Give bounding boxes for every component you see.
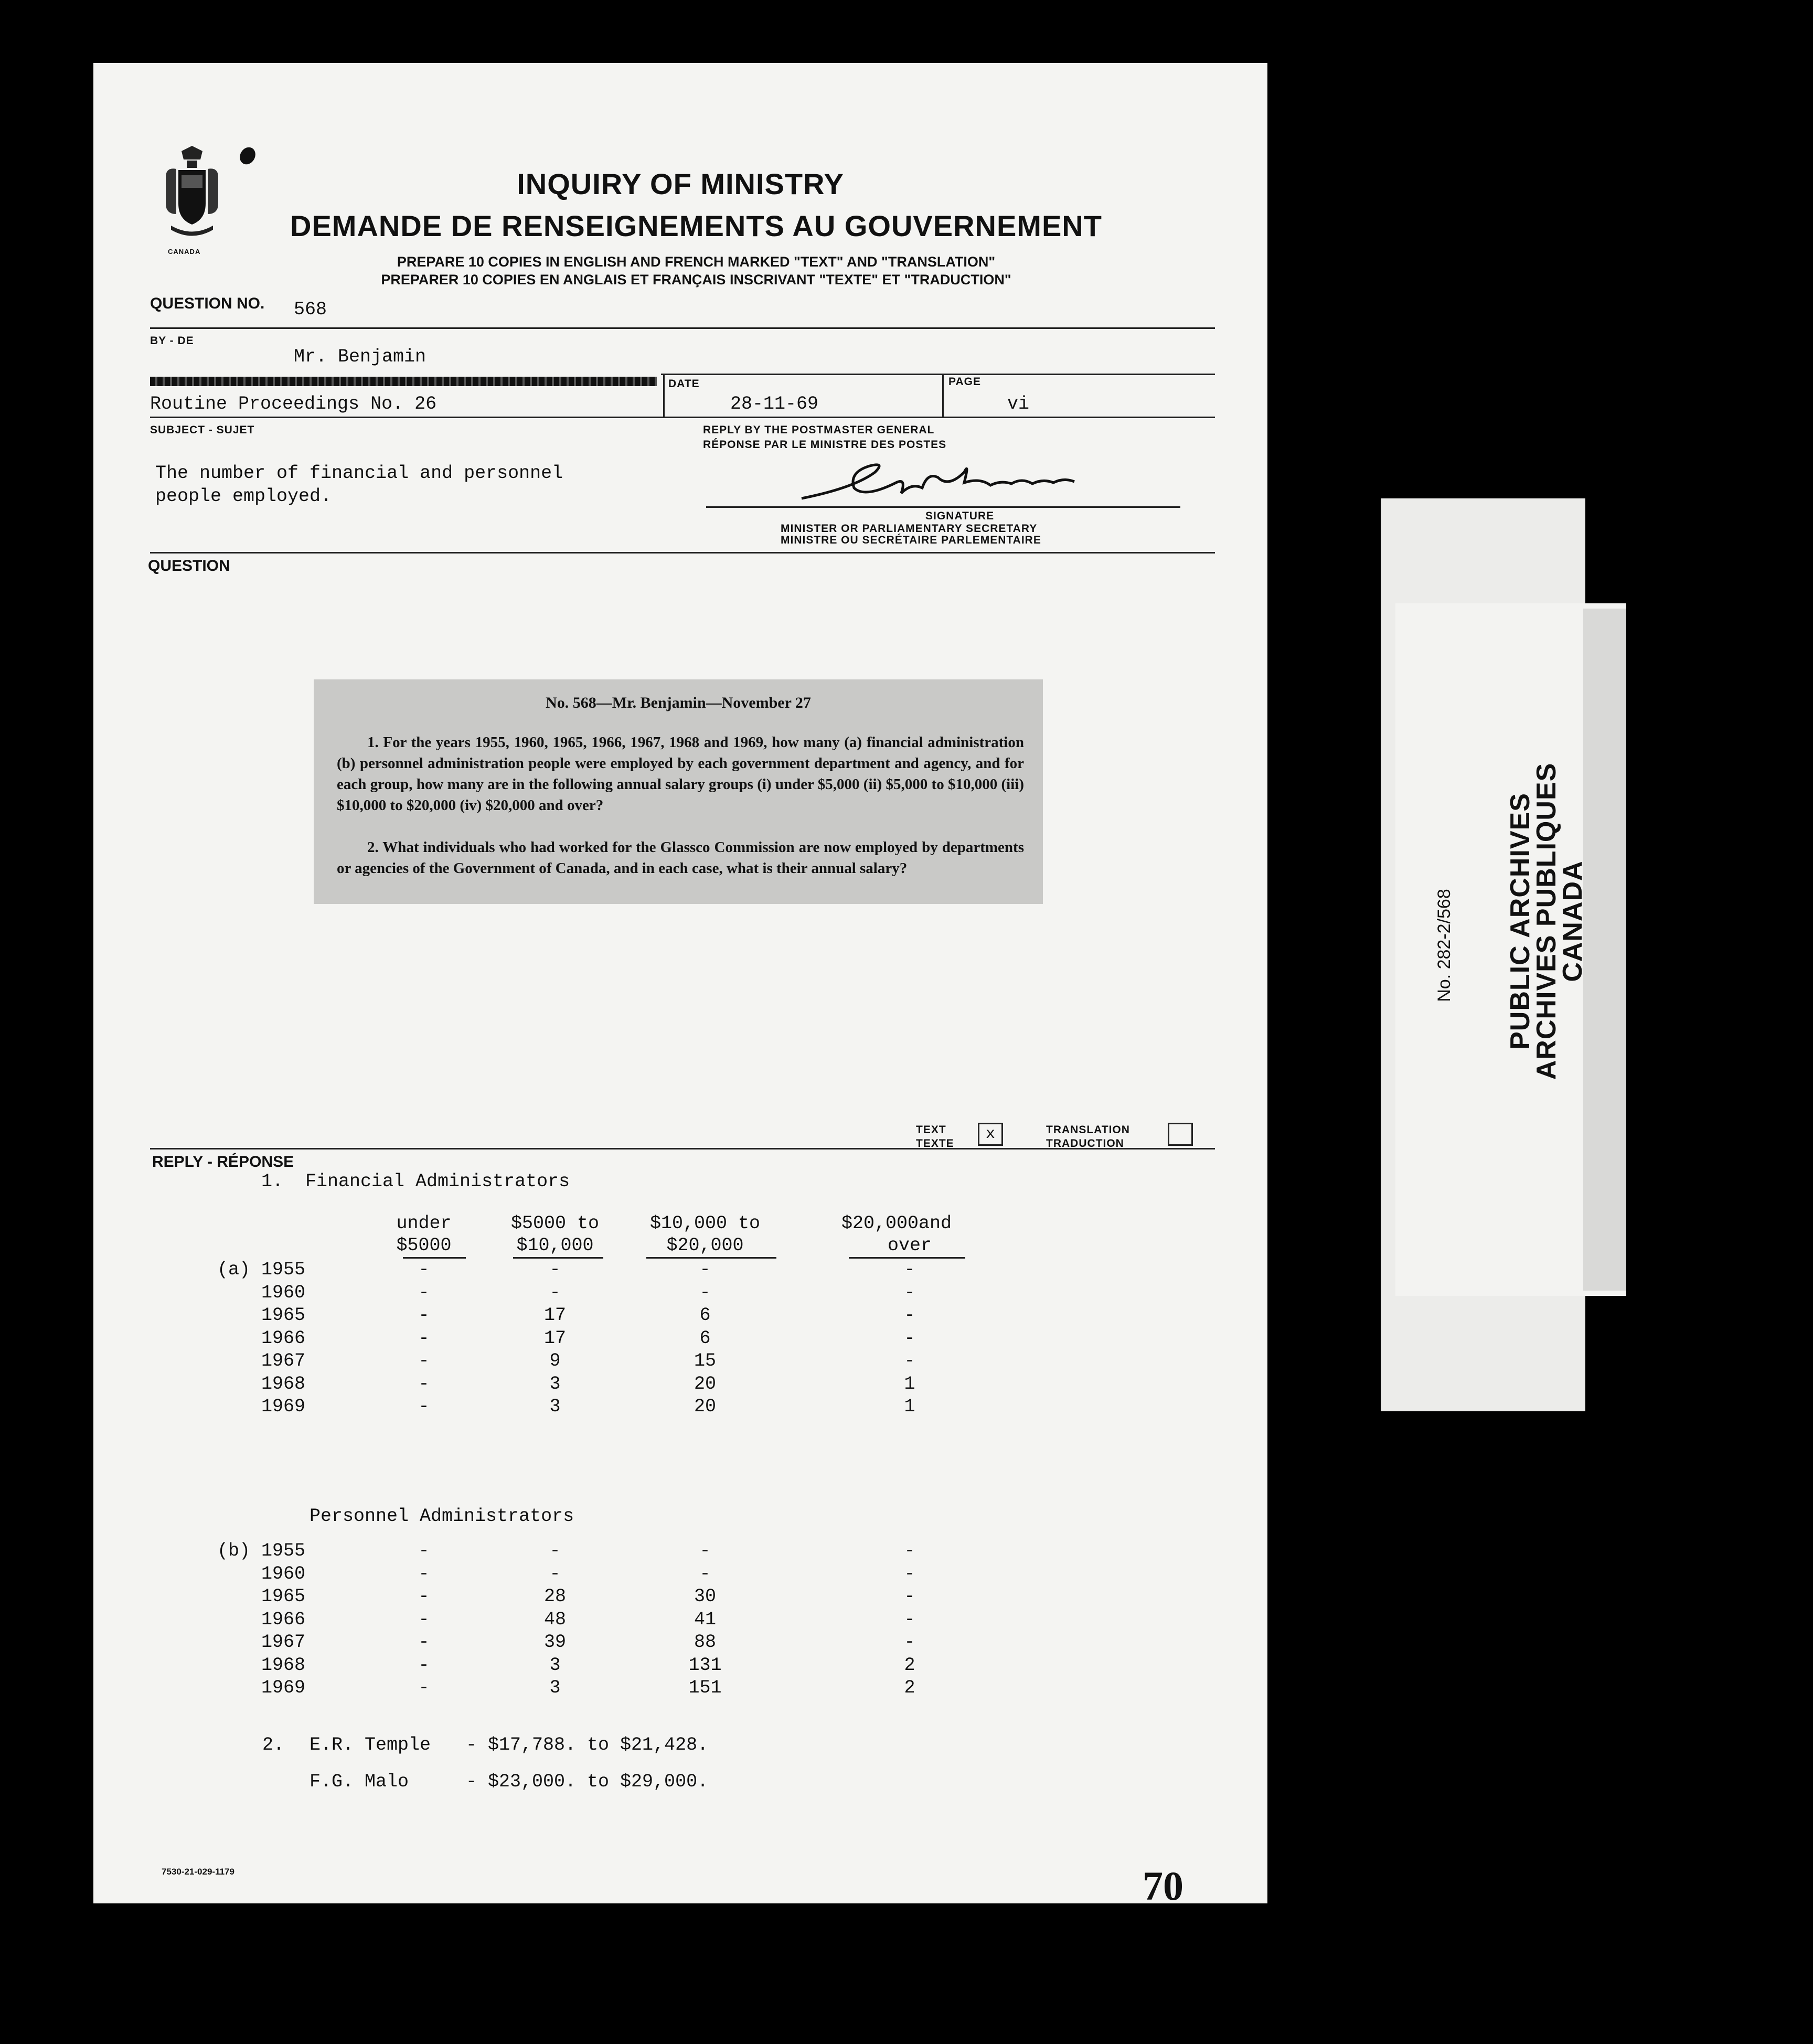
signature-title-en: MINISTER OR PARLIAMENTARY SECRETARY [781,523,1038,535]
text-label-en: TEXT [916,1124,946,1136]
table-cell: - [418,1654,430,1676]
date-label: DATE [668,378,700,390]
table-cell: - [904,1586,915,1607]
table-cell: - [418,1540,430,1561]
divider [150,417,1215,418]
table-row-label: 1969 [261,1396,306,1417]
table-row-label: 1969 [261,1677,306,1698]
table-cell: - [418,1350,430,1371]
date-value: 28-11-69 [730,393,819,414]
table-cell: 28 [543,1586,566,1607]
table-cell: - [699,1540,711,1561]
col-header-bottom: $20,000 [666,1235,744,1256]
divider [150,327,1215,329]
ink-blot [237,144,258,167]
table-cell: - [904,1563,915,1584]
archive-reference: No. 282-2/568 [1434,889,1454,1002]
answer-2-name-1: E.R. Temple [310,1734,431,1755]
table-cell: 15 [694,1350,716,1371]
question-no-label: QUESTION NO. [150,295,265,312]
table-cell: 88 [694,1632,716,1653]
table-cell: - [699,1563,711,1584]
table-cell: - [418,1586,430,1607]
table-row-label: 1968 [261,1373,306,1394]
table-cell: - [418,1327,430,1349]
table-cell: - [418,1282,430,1303]
subject-line-2: people employed. [155,486,332,507]
col-header-top: $10,000 to [649,1213,761,1234]
table-cell: 20 [694,1373,716,1394]
clipping-title: No. 568—Mr. Benjamin—November 27 [546,694,811,711]
table-cell: - [904,1540,915,1561]
table-cell: - [549,1259,561,1280]
col-header-top: $5000 to [510,1213,600,1234]
inquiry-form-sheet [93,63,1267,1909]
table-cell: 131 [688,1654,722,1676]
col-header-bottom: $5000 [396,1235,452,1256]
archive-tag-strip [1583,609,1626,1291]
prepare-instructions-fr: PREPARER 10 COPIES EN ANGLAIS ET FRANÇAIS INSCRIVANT "TEXTE" ET "TRADUCTION" [381,272,1011,288]
table-cell: - [904,1282,915,1303]
signature-title-fr: MINISTRE OU SECRÉTAIRE PARLEMENTAIRE [781,534,1041,546]
table-cell: 2 [904,1654,915,1676]
signature-line [706,506,1180,508]
header-underline [849,1257,965,1259]
form-code: 7530-21-029-1179 [162,1867,234,1877]
answer-2-number: 2. [262,1734,285,1755]
table-cell: 30 [694,1586,716,1607]
table-cell: 3 [549,1396,561,1417]
table-cell: - [418,1373,430,1394]
table-cell: 3 [549,1677,561,1698]
table-row-label: 1965 [261,1305,306,1326]
archive-line-2: ARCHIVES PUBLIQUES [1531,762,1562,1080]
table-cell: - [418,1609,430,1630]
text-label-fr: TEXTE [916,1137,954,1149]
table-cell: - [904,1259,915,1280]
translation-label-fr: TRADUCTION [1046,1137,1124,1149]
table-cell: 9 [549,1350,561,1371]
question-label: QUESTION [148,557,230,574]
table-row-label: 1966 [261,1327,306,1349]
page-number: 70 [1143,1863,1183,1909]
question-clipping [314,679,1043,904]
section-2-heading: Personnel Administrators [310,1506,574,1527]
archive-line-1: PUBLIC ARCHIVES [1505,793,1535,1050]
table-row-label: 1967 [261,1632,306,1653]
reply-label: REPLY - RÉPONSE [152,1153,294,1170]
answer-2-salary-1: - $17,788. to $21,428. [466,1734,709,1755]
table-cell: - [418,1396,430,1417]
page-value: vi [1007,393,1030,414]
col-header-top: $20,000and [841,1213,952,1234]
section-1-heading: 1. Financial Administrators [261,1171,570,1192]
table-cell: 3 [549,1654,561,1676]
clipping-paragraph-2: 2. What individuals who had worked for the Glassco Commission are now employed by departments or agencies of the Government of Canada, and in each case, what is their annual salary? [337,839,1024,877]
title-french: DEMANDE DE RENSEIGNEMENTS AU GOUVERNEMENT [290,209,1102,242]
by-value: Mr. Benjamin [294,346,426,367]
header-underline [513,1257,603,1259]
divider [150,552,1215,553]
header-underline [403,1257,466,1259]
table-row-label: (a) 1955 [217,1259,306,1280]
table-cell: 1 [904,1396,915,1417]
reply-by-line-1: REPLY BY THE POSTMASTER GENERAL [703,424,935,436]
table-row-label: 1967 [261,1350,306,1371]
signature-label: SIGNATURE [925,510,995,522]
table-cell: 6 [699,1305,711,1326]
crest-label: CANADA [168,248,201,256]
table-row-label: 1960 [261,1563,306,1584]
table-cell: - [904,1305,915,1326]
clipping-paragraph-1: 1. For the years 1955, 1960, 1965, 1966, 1967, 1968 and 1969, how many (a) financial administration (b) personnel administration people were employed by each government department and agency, and for each group, how many are in the following annual salary groups (i) under $5,000 (ii) $5,000 to $10,000 (iii) $10,000 to $20,000 (iv) $20,000 and over? [337,734,1024,814]
subject-line-1: The number of financial and personnel [155,463,563,484]
table-cell: - [549,1563,561,1584]
text-checkbox[interactable]: x [978,1123,1003,1146]
table-cell: - [549,1282,561,1303]
table-cell: 17 [543,1305,566,1326]
question-no-value: 568 [294,299,327,320]
table-cell: 3 [549,1373,561,1394]
table-cell: 48 [543,1609,566,1630]
table-cell: - [904,1632,915,1653]
divider [663,374,665,417]
by-label: BY - DE [150,335,194,347]
proceedings-value: Routine Proceedings No. 26 [150,393,437,414]
col-header-top: under [396,1213,452,1234]
table-cell: 20 [694,1396,716,1417]
translation-checkbox[interactable] [1168,1123,1193,1146]
header-underline [646,1257,776,1259]
table-row-label: 1965 [261,1586,306,1607]
title-english: INQUIRY OF MINISTRY [517,167,844,200]
table-cell: 2 [904,1677,915,1698]
table-cell: 39 [543,1632,566,1653]
table-cell: - [699,1282,711,1303]
table-cell: 1 [904,1373,915,1394]
table-cell: - [418,1305,430,1326]
col-header-bottom: $10,000 [516,1235,594,1256]
table-cell: 151 [688,1677,722,1698]
table-cell: - [418,1259,430,1280]
handwritten-signature [791,451,1137,509]
table-cell: - [904,1327,915,1349]
answer-2-salary-2: - $23,000. to $29,000. [466,1771,709,1792]
struck-out-field [150,377,657,386]
answer-2-name-2: F.G. Malo [310,1771,409,1792]
subject-label: SUBJECT - SUJET [150,424,255,436]
table-cell: - [904,1350,915,1371]
page-label: PAGE [948,376,981,388]
table-cell: - [549,1540,561,1561]
table-cell: - [418,1563,430,1584]
table-cell: 41 [694,1609,716,1630]
table-cell: - [904,1609,915,1630]
table-cell: 6 [699,1327,711,1349]
table-cell: - [418,1632,430,1653]
table-cell: - [699,1259,711,1280]
reply-by-line-2: RÉPONSE PAR LE MINISTRE DES POSTES [703,439,947,451]
prepare-instructions-en: PREPARE 10 COPIES IN ENGLISH AND FRENCH MARKED "TEXT" AND "TRANSLATION" [397,254,996,270]
divider [942,374,944,417]
table-cell: - [418,1677,430,1698]
archive-line-3: CANADA [1558,860,1588,982]
col-header-bottom: over [887,1235,932,1256]
translation-label-en: TRANSLATION [1046,1124,1130,1136]
table-row-label: 1968 [261,1654,306,1676]
table-row-label: (b) 1955 [217,1540,306,1561]
divider [661,374,1215,375]
table-row-label: 1966 [261,1609,306,1630]
table-row-label: 1960 [261,1282,306,1303]
table-cell: 17 [543,1327,566,1349]
